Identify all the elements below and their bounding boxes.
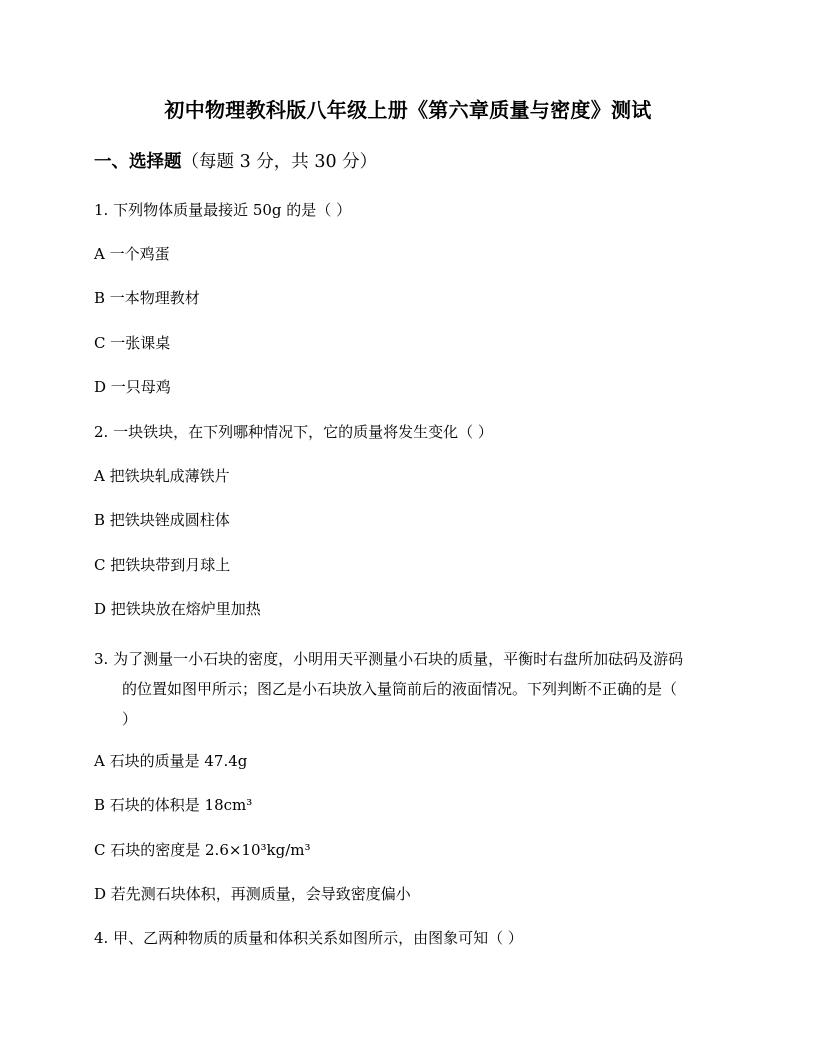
section-heading [94, 148, 377, 173]
question-3-stem-line-3: ） [122, 710, 138, 728]
question-2-option-b: B 把铁块锉成圆柱体 [94, 511, 230, 529]
question-3-option-a: A 石块的质量是 47.4g [94, 752, 248, 770]
question-3-option-c: C 石块的密度是 2.6×10³kg/m³ [94, 841, 311, 859]
section-heading-note: （每题 3 分，共 30 分） [181, 152, 378, 172]
question-3-stem-line-1: 3. 为了测量一小石块的密度，小明用天平测量小石块的质量，平衡时右盘所加砝码及游码 [94, 650, 684, 668]
question-1-option-d: D 一只母鸡 [94, 378, 171, 396]
question-1-stem: 1. 下列物体质量最接近 50g 的是（ ） [94, 201, 352, 219]
question-3-option-b: B 石块的体积是 18cm³ [94, 796, 253, 814]
page-title: 初中物理教科版八年级上册《第六章质量与密度》测试 [164, 98, 652, 122]
question-1-option-c: C 一张课桌 [94, 334, 171, 352]
question-3-stem [94, 644, 734, 734]
question-2-stem: 2. 一块铁块，在下列哪种情况下，它的质量将发生变化（ ） [94, 423, 493, 441]
question-1-option-a: A 一个鸡蛋 [94, 245, 170, 263]
question-4-stem: 4. 甲、乙两种物质的质量和体积关系如图所示，由图象可知（ ） [94, 929, 523, 947]
question-3-stem-line-2: 的位置如图甲所示；图乙是小石块放入量筒前后的液面情况。下列判断不正确的是（ [122, 680, 678, 698]
question-2-option-a: A 把铁块轧成薄铁片 [94, 467, 230, 485]
question-2-option-c: C 把铁块带到月球上 [94, 556, 231, 574]
question-1-option-b: B 一本物理教材 [94, 289, 200, 307]
question-2-option-d: D 把铁块放在熔炉里加热 [94, 600, 261, 618]
section-heading-label: 一、选择题 [94, 152, 182, 172]
question-3-option-d: D 若先测石块体积，再测质量，会导致密度偏小 [94, 885, 411, 903]
